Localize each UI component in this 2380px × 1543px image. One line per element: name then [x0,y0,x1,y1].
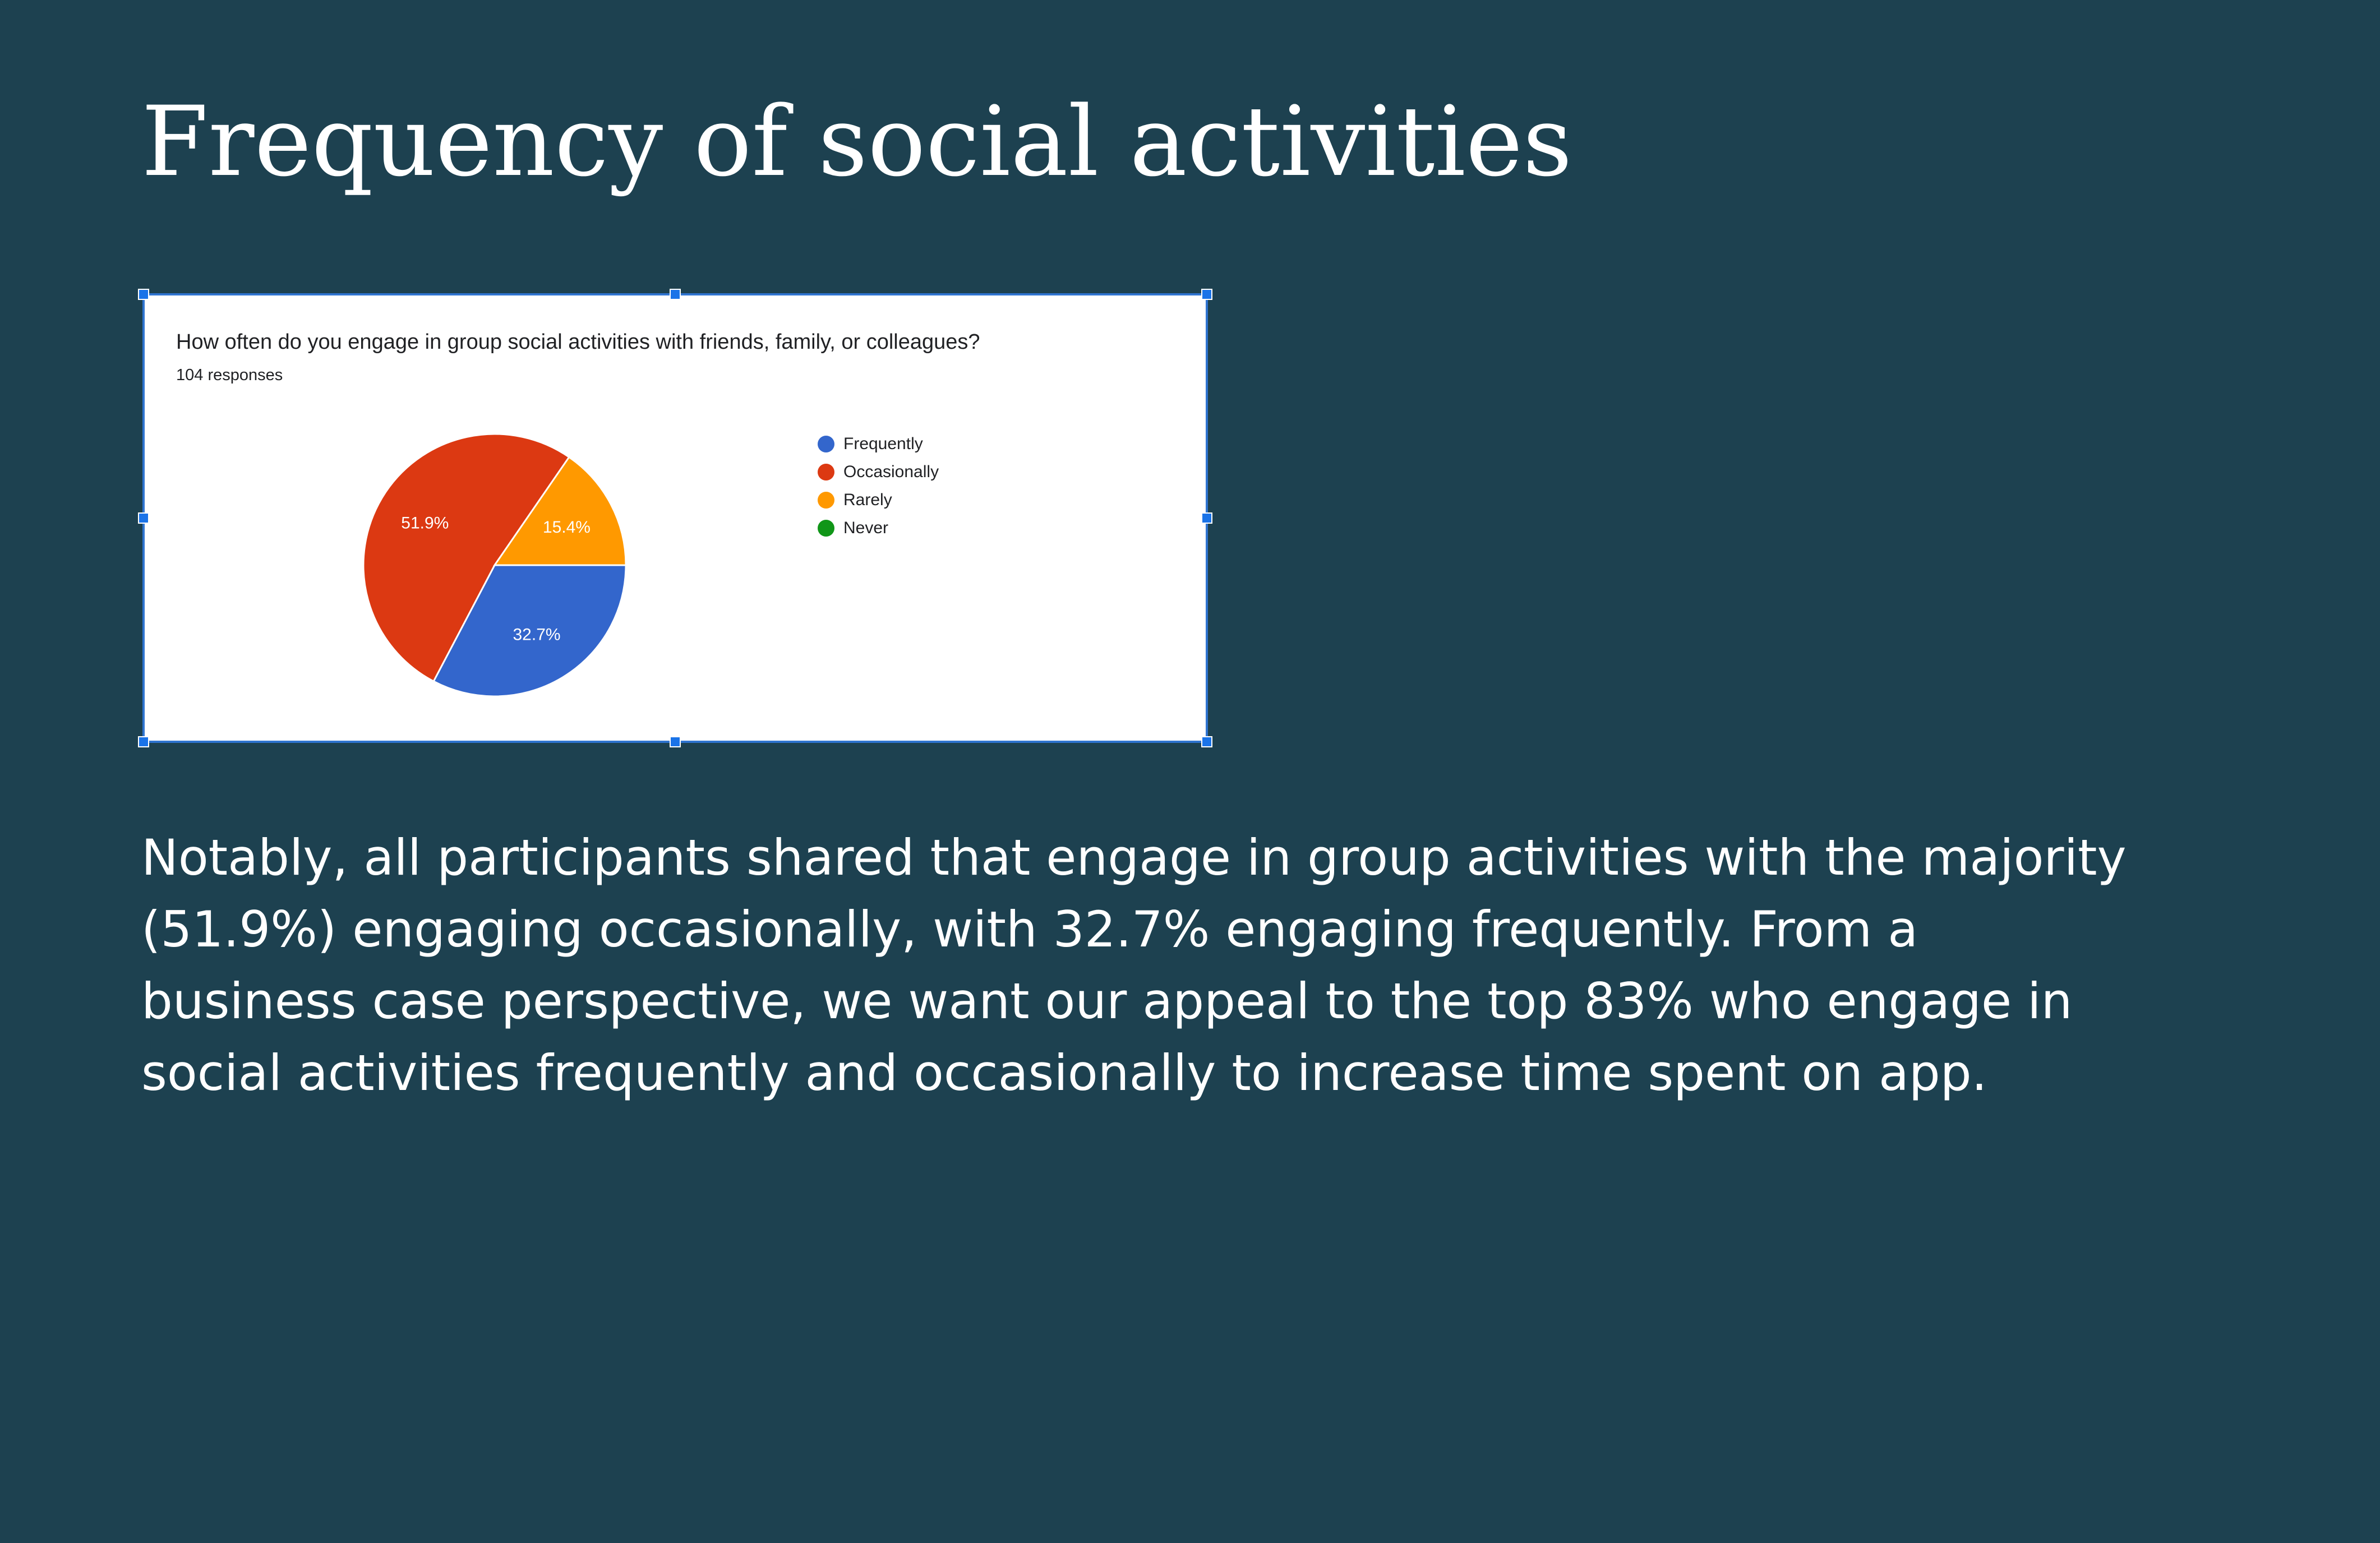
chart-question: How often do you engage in group social activities with friends, family, or colleagues? [176,330,980,354]
chart-legend [818,430,939,542]
chart-image-frame[interactable] [142,293,1208,743]
resize-handle-top-right[interactable] [1201,289,1212,300]
legend-dot-rarely [818,492,834,509]
legend-dot-occasionally [818,464,834,481]
legend-dot-frequently [818,436,834,452]
resize-handle-top-left[interactable] [138,289,149,300]
chart-response-count: 104 responses [176,366,283,384]
legend-item-rarely [818,486,939,514]
slide-body-text: Notably, all participants shared that engage in group activities with the majority (51.9%) engaging occasionally, with 32.7% engaging frequently. From a business case perspective, we want our appeal to the top 83% who engage in social activities frequently and occasionally to increase time spent on app. [141,829,2127,1102]
legend-item-occasionally [818,458,939,486]
resize-handle-top-center[interactable] [670,289,681,300]
legend-label-occasionally: Occasionally [843,463,939,481]
legend-item-never [818,514,939,542]
legend-dot-never [818,520,834,537]
pie-label-frequently: 32.7% [513,625,561,644]
resize-handle-bottom-center[interactable] [670,736,681,747]
resize-handle-bottom-right[interactable] [1201,736,1212,747]
pie-label-rarely: 15.4% [542,518,591,537]
slide-title: Frequency of social activities [141,85,1572,198]
resize-handle-middle-right[interactable] [1201,512,1212,524]
legend-label-frequently: Frequently [843,435,923,453]
legend-label-never: Never [843,519,889,537]
pie-chart [145,295,1206,741]
resize-handle-middle-left[interactable] [138,512,149,524]
legend-label-rarely: Rarely [843,491,892,509]
pie-label-occasionally: 51.9% [401,514,449,533]
resize-handle-bottom-left[interactable] [138,736,149,747]
legend-item-frequently [818,430,939,458]
